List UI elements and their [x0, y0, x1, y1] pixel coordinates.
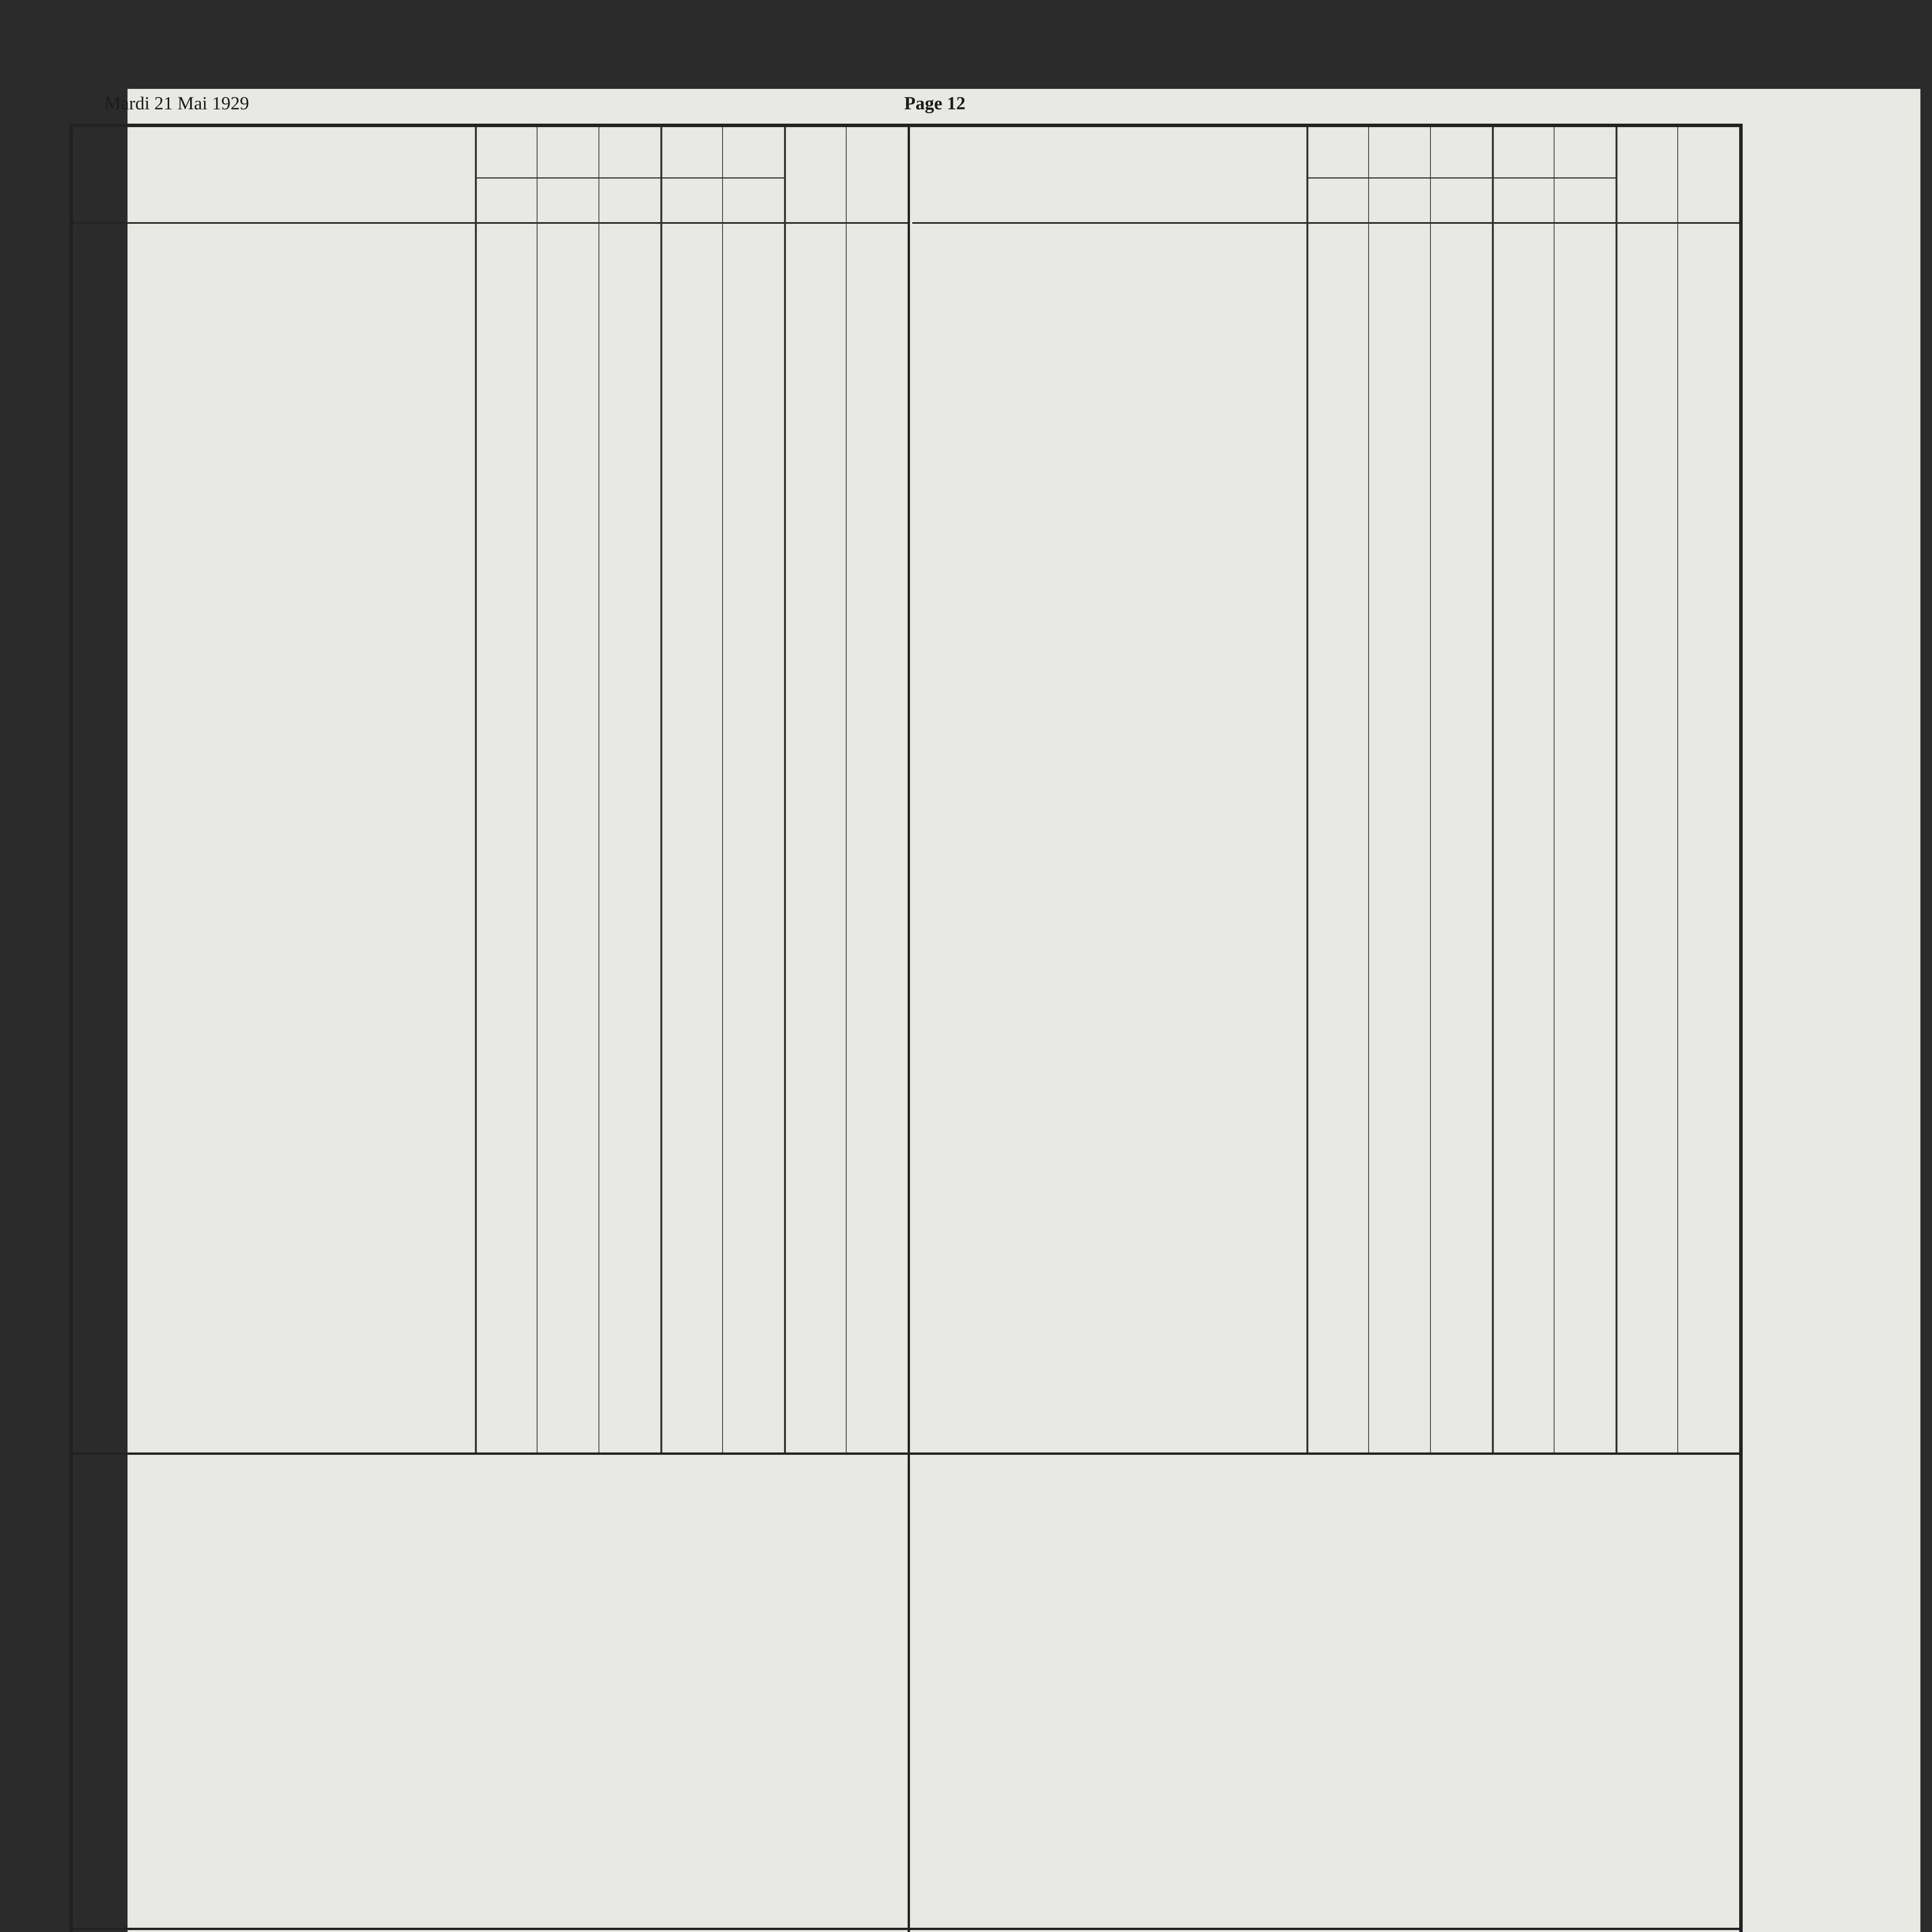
obligation-row — [920, 946, 1739, 960]
obligation-row — [81, 1058, 908, 1073]
obligation-row — [81, 738, 908, 752]
obligation-row — [920, 769, 1739, 783]
cotations-section — [912, 1455, 1739, 1928]
center-divider — [908, 127, 910, 1452]
obligation-row — [920, 680, 1739, 695]
obligation-row — [81, 850, 908, 864]
obligation-row — [920, 592, 1739, 607]
obligation-row — [81, 994, 908, 1009]
obligation-row — [920, 1010, 1739, 1025]
obligation-row — [81, 962, 908, 976]
obligation-row — [920, 785, 1739, 799]
obligation-row — [81, 552, 908, 567]
center-divider — [908, 1930, 910, 1932]
obligation-row — [81, 978, 908, 993]
page-frame — [70, 124, 1743, 1932]
obligation-row — [81, 762, 908, 776]
running-head — [104, 93, 1766, 120]
obligation-row — [81, 826, 908, 840]
obligation-row — [920, 1075, 1739, 1090]
obligation-row — [920, 1099, 1739, 1114]
obligation-row — [920, 929, 1739, 944]
obligation-row — [920, 889, 1739, 904]
obligations-left-panel — [73, 127, 908, 1452]
obligation-row — [920, 1027, 1739, 1041]
obligation-row — [920, 552, 1739, 567]
obligation-row — [920, 721, 1739, 735]
page-number: Page 12 — [904, 93, 966, 114]
obligation-row — [81, 914, 908, 929]
obligation-row — [81, 576, 908, 591]
obligation-row — [920, 962, 1739, 976]
obligation-row — [920, 833, 1739, 847]
obligation-row — [81, 600, 908, 615]
obligation-row — [81, 874, 908, 888]
obligation-row — [920, 978, 1739, 993]
obligation-row — [920, 1059, 1739, 1074]
obligation-row — [81, 938, 908, 952]
obligation-row — [920, 1043, 1739, 1058]
obligation-row — [920, 873, 1739, 888]
obligation-row — [81, 681, 908, 696]
obligation-row — [81, 810, 908, 824]
obligation-row — [920, 616, 1739, 631]
header-rule — [1306, 177, 1616, 179]
header-rule — [475, 177, 784, 179]
obligation-row — [920, 640, 1739, 655]
obligation-row — [81, 786, 908, 800]
obligation-row — [81, 697, 908, 712]
rachetees-section — [73, 1455, 908, 1928]
obligations-right-panel — [912, 127, 1739, 1452]
obligation-row — [920, 913, 1739, 928]
obligation-row — [920, 745, 1739, 759]
obligation-row — [81, 1042, 908, 1057]
obligation-row — [81, 898, 908, 912]
obligation-row — [920, 809, 1739, 823]
obligation-row — [920, 857, 1739, 871]
center-divider — [908, 1455, 910, 1928]
souscription-section — [912, 1930, 1739, 1932]
issue-date: Mardi 21 Mai 1929 — [104, 93, 249, 114]
obligation-row — [920, 656, 1739, 671]
obligation-row — [920, 994, 1739, 1009]
obligation-row — [81, 665, 908, 680]
obligation-row — [81, 1018, 908, 1033]
obligation-row — [81, 1082, 908, 1097]
changes-section — [73, 1930, 908, 1932]
obligation-row — [920, 576, 1739, 591]
obligations-left-header — [73, 127, 908, 224]
obligation-row — [81, 633, 908, 647]
obligations-right-header — [912, 127, 1739, 224]
obligation-row — [81, 616, 908, 631]
obligation-row — [81, 649, 908, 663]
obligation-row — [920, 697, 1739, 711]
obligation-row — [81, 714, 908, 728]
